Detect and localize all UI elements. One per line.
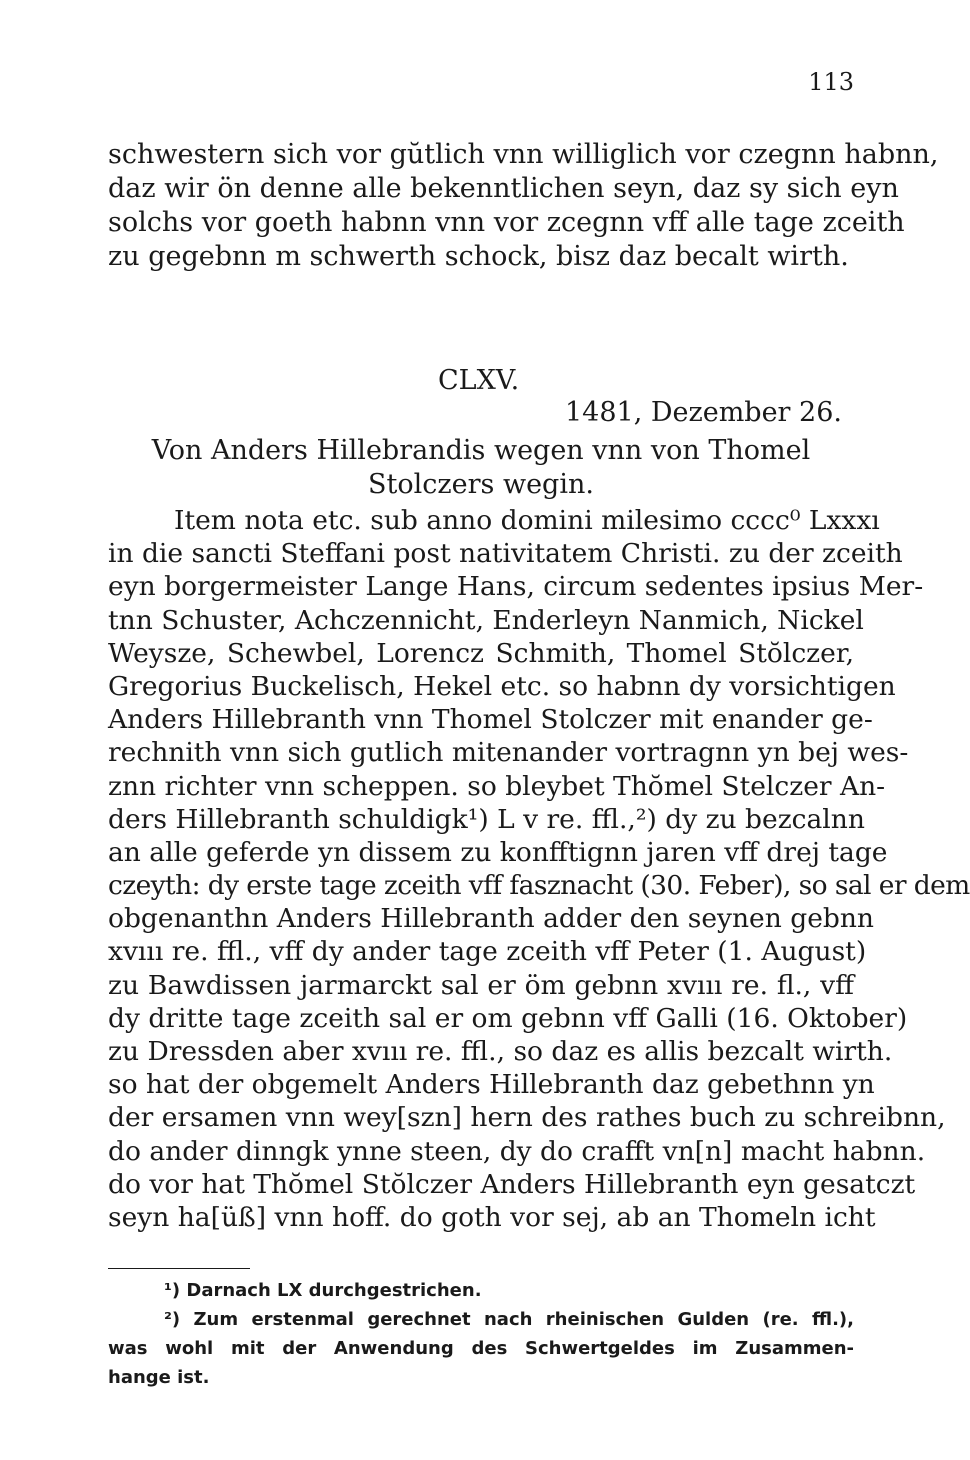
text-line: daz wir ön denne alle bekenntlichen seyn, daz sy sich eyn (108, 173, 899, 204)
footnote-2-end: hange ist. (108, 1367, 210, 1388)
text-line: czeyth: dy erste tage zceith vff fasznacht (30. Feber), so sal er dem (108, 870, 970, 902)
entry-title (108, 434, 854, 502)
intro-paragraph (108, 138, 939, 274)
text-line: zu Bawdissen jarmarckt sal er öm gebnn xvııı re. fl., vff (108, 969, 854, 1001)
text-line: tnn Schuster, Achczennicht, Enderleyn Nanmich, Nickel (108, 604, 864, 636)
footnotes (108, 1276, 854, 1392)
text-line: in die sancti Steffani post nativitatem Christi. zu der zceith (108, 538, 903, 570)
text-line: zu gegebnn m schwerth schock, bisz daz becalt wirth. (108, 241, 849, 272)
footnote-2: ²) Zum erstenmal gerechnet nach rheinischen Gulden (re. ffl.), (164, 1309, 854, 1330)
entry-body (108, 504, 970, 1234)
text-line: Weysze, Schewbel, Lorencz Schmith, Thomel Stŏlczer, (108, 637, 854, 669)
text-line: ders Hillebranth schuldigk¹) L v re. ffl.,²) dy zu bezcalnn (108, 803, 865, 835)
text-line: so hat der obgemelt Anders Hillebranth daz gebethnn yn (108, 1069, 875, 1101)
text-line: rechnith vnn sich gutlich mitenander vortragnn yn bej wes- (108, 737, 909, 769)
text-line: Gregorius Buckelisch, Hekel etc. so habnn dy vorsichtigen (108, 670, 896, 702)
text-line: dy dritte tage zceith sal er om gebnn vff Galli (16. Oktober) (108, 1002, 908, 1034)
text-line: der ersamen vnn wey[szn] hern des rathes buch zu schreibnn, (108, 1102, 946, 1134)
footnote-1: ¹) Darnach LX durchgestrichen. (164, 1280, 482, 1301)
text-line: znn richter vnn scheppen. so bleybet Thŏmel Stelczer An- (108, 770, 886, 802)
entry-title-line: Stolczers wegin. (368, 469, 594, 500)
entry-number: CLXV. (438, 365, 520, 396)
footnote-2-continued: was wohl mit der Anwendung des Schwertgeldes im Zusammen- (108, 1338, 854, 1359)
text-line: Anders Hillebranth vnn Thomel Stolczer mit enander ge- (108, 704, 873, 736)
text-line: xvııı re. ffl., vff dy ander tage zceith vff Peter (1. August) (108, 936, 867, 968)
text-line: do vor hat Thŏmel Stŏlczer Anders Hillebranth eyn gesatczt (108, 1168, 916, 1200)
text-line: obgenanthn Anders Hillebranth adder den seynen gebnn (108, 903, 874, 935)
text-line: seyn ha[üß] vnn hoff. do goth vor sej, ab an Thomeln icht (108, 1201, 876, 1233)
text-line: schwestern sich vor gŭtlich vnn williglich vor czegnn habnn, (108, 139, 939, 170)
text-line: Item nota etc. sub anno domini milesimo cccc⁰ Lxxxı (174, 505, 880, 536)
entry-date: 1481, Dezember 26. (564, 397, 842, 428)
text-line: eyn borgermeister Lange Hans, circum sedentes ipsius Mer- (108, 571, 924, 603)
text-line: do ander dinngk ynne steen, dy do crafft vn[n] macht habnn. (108, 1135, 926, 1167)
text-line: zu Dressden aber xvııı re. ffl., so daz es allis bezcalt wirth. (108, 1036, 893, 1067)
footnote-divider (108, 1268, 250, 1269)
text-line: solchs vor goeth habnn vnn vor zcegnn vff alle tage zceith (108, 207, 905, 238)
page-number: 113 (808, 68, 854, 96)
entry-title-line: Von Anders Hillebrandis wegen vnn von Thomel (151, 435, 811, 466)
text-line: an alle geferde yn dissem zu konfftignn jaren vff drej tage (108, 836, 888, 868)
